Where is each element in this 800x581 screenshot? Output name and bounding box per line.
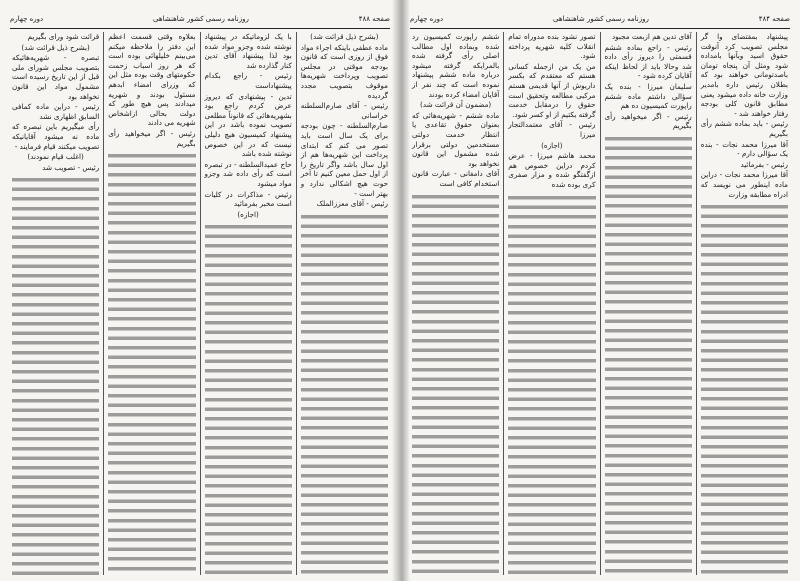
paragraph: (مضمون آن قرائت شد): [420, 100, 492, 110]
illegible-text-lines: [508, 193, 595, 576]
paragraph: رئیس - مذاکرات در کلیات است مخبر بفرمائید: [204, 189, 292, 209]
paragraph: رئیس - دراین ماده کمافی السابق اظهاری نشد: [12, 102, 100, 121]
paragraph: رئیس - باید بماده ششم رأی بگیریم: [700, 119, 788, 138]
illegible-text-lines: [108, 151, 195, 575]
paragraph: صارم‌السلطنه - چون بودجه برای یک سال است باید تصور می کنم که ابتدای پرداخت این شهریه‌ها هم از اول سال باشد واگر تاریخ را از اول حمل معین کنیم تا آخر حوت هیچ اشکالی ندارد و بهتر است -: [300, 121, 388, 198]
illegible-text-lines: [701, 202, 788, 575]
text-columns: [8, 32, 392, 575]
paragraph: (اجازه): [237, 209, 259, 219]
text-column: [408, 32, 503, 575]
paragraph: (اغلب قیام نمودند): [27, 152, 84, 162]
paragraph: رئیس - اگر میخواهید رأی بگیریم: [604, 111, 692, 131]
paragraph: رئیس - آقای صارم‌السلطنه خراسانی: [300, 101, 388, 120]
paragraph: رئیس - بفرمائید: [740, 159, 788, 169]
paragraph: رئیس - اگر میخواهید رأی بگیریم: [108, 128, 196, 148]
paragraph: (اجازه): [541, 140, 563, 150]
paragraph: بعلاوه وقتی قسمت اعظم این دفتر را ملاحظه میکنم می‌بینم خلیلهائی بوده است که هر روز اسباب زحمت حکومتهای وقت بوده مثل این که وزرای امضاء ابدهم مسئول بودند و شهریه میدادند پس هیچ طور که دولت بحالی ازاشخاص شهریه می دادند: [108, 32, 196, 128]
volume-label: دوره چهارم: [10, 15, 44, 23]
paragraph: رأی میگیریم باین تبصره که ماده نه میشود آقایانیکه تصویب میکنند قیام فرمایند -: [12, 122, 100, 151]
illegible-text-lines: [301, 212, 388, 575]
paragraph: تصور نشود بنده مدوراه تمام انقلاب کلیه شهریه پرداخته شود.: [508, 32, 596, 61]
paragraph: رئیس - آقای معتمدالتجار میرزا: [508, 120, 596, 139]
illegible-text-lines: [205, 222, 292, 575]
paragraph: من یک من ازجمله کسانی هستم که معتقدم که بکسر داریوش از آنها قدیمی هستم مرکبی مطالعه وتحقیق است حقوق را درمقابل خدمت گرفته یکتیم از او کسر شود.: [508, 61, 596, 119]
paragraph: آقا میرزا محمد نجات - بنده یک سؤالی دارم -: [700, 139, 788, 159]
paragraph: ماده عطفی باینکه اجراء مواد فوق از روزی است که قانون بودجه موقتی در مجلس تصویب وپرداخت شهریه‌ها موقوف بتصویب مجدد گردیده: [300, 42, 388, 100]
paragraph: حاج عمیدالسلطنه - در تبصره است که رأی داده شد وجزو مواد میشود: [204, 159, 292, 188]
text-column: [103, 32, 199, 575]
page-number: صفحه ۴۸۴: [758, 15, 790, 23]
paragraph: پیشنهاد بمقتضای وا گر مجلس تصویب کرد آنوقت حقوق اسید وبآنها بامداده شود ومثل آن پنجاه تومان باصدتومانی خواهند بود که بطلان رئیس داره بامدیر وزارت خانه داده میشود یعنی مطابق قانون کلی بودجه رفتار خواهند شد -: [700, 32, 788, 118]
page-number: صفحه ۴۸۸: [358, 15, 390, 23]
paragraph: ششم راپورت کمیسیون رد شده وبماده اول مطالب اصلی رأی گرفته شده بالمرایکه گرفته میشود درباره ماده ششم پیشنهاد نموده است که چند نفر از آقایان امضاء کرده بودند: [412, 32, 500, 99]
text-columns: [408, 32, 792, 575]
paragraph: آقای تدین هم ازبعت مجبود: [611, 32, 692, 41]
paragraph: آقا میرزا محمد نجات - دراین ماده اینطور می نویسد که ادراه مطابقه وزارت: [700, 170, 788, 199]
paragraph: (بشرح ذیل قرائت شد): [310, 32, 379, 41]
illegible-text-lines: [12, 175, 99, 575]
binding-gutter-shadow: [392, 0, 410, 581]
page-header: [10, 12, 390, 29]
paragraph: آقای دامغانی - عبارت قانون استخدام کافی است: [412, 169, 500, 188]
paragraph: محمد هاشم میرزا - عرض کردم دراین خصوص هم ازگفتگو شده و مزار صفری کری بوده شده: [508, 151, 596, 189]
illegible-text-lines: [605, 134, 692, 575]
newspaper-title: روزنامه رسمی کشور شاهنشاهی: [553, 15, 649, 23]
paragraph: با یک لزوماتیکه در پیشنهاد نوشته شده وجزو مواد شده بود لذا پیشنهاد آقای تدین کنار گذارده شد: [204, 32, 292, 70]
text-column: [200, 32, 296, 575]
text-column: [503, 32, 599, 575]
paragraph: تبصره - شهریه‌هائیکه بتصویب مجلس شورای ملی قبل از این تاریخ رسیده است مشمول مواد این قانون نخواهد بود: [12, 53, 100, 101]
illegible-text-lines: [412, 192, 499, 576]
paragraph: (بشرح ذیل قرائت شد): [21, 42, 90, 52]
text-column: [8, 32, 103, 575]
paragraph: تدین - پیشنهادی که دیروز عرض کردم راجع بود بشهریه‌هائی که قانوناً مطلعی تصویب نموده باشد در این پیشنهاد کمیسیون هیچ دلیلی نیست که در این خصوص نوشته شده باشد: [204, 91, 292, 159]
paragraph: قرائت شود ورای بگیریم: [27, 32, 100, 41]
newspaper-title: روزنامه رسمی کشور شاهنشاهی: [153, 15, 249, 23]
text-column: [600, 32, 696, 575]
paragraph: سلیمان میرزا - بنده یک سؤالی داشتم ماده ششم راپورت کمیسیون ده هم: [604, 81, 692, 111]
paragraph: رئیس - تصویب شد: [42, 162, 100, 172]
paragraph: رئیس - راجع بکدام پیشنهاداست: [204, 71, 292, 90]
paragraph: رئیس - آقای معززالملک: [316, 199, 388, 209]
text-column: [296, 32, 392, 575]
right-page: [400, 0, 800, 581]
page-header: [410, 12, 790, 29]
text-column: [696, 32, 792, 575]
volume-label: دوره چهارم: [410, 15, 444, 23]
paragraph: رئیس - راجع بماده ششم قسمتی را دیروز رأی داده شد وحالا باید از لحاظ اینکه آقایان کرده شود -: [604, 42, 692, 81]
paragraph: ماده ششم - شهریه‌هائی که بعنوان حقوق تقاعدی یا انتظار خدمت دولتی مستخدمین دولتی برقرار شده مشمول این قانون نخواهد بود: [412, 110, 500, 168]
